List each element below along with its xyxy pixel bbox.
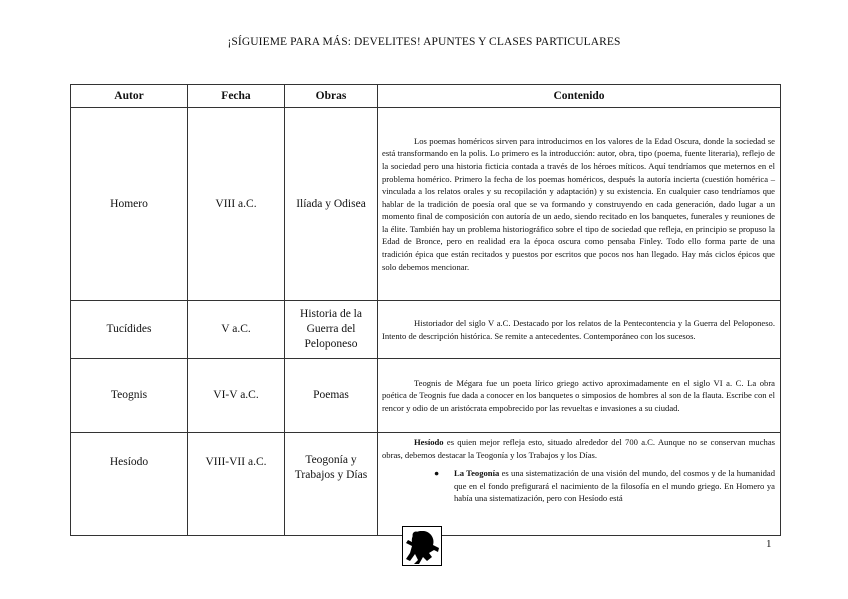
- page-number: 1: [766, 538, 772, 550]
- bullet-icon: ●: [434, 468, 440, 479]
- contenido-text: Historiador del siglo V a.C. Destacado por los relatos de la Pentecontencia y la Guerra del Peloponeso. Intento de descripción histórica. Se remite a antecedentes. Contemporáneo con los sucesos.: [382, 317, 775, 341]
- fecha-cell: VIII a.C.: [188, 108, 285, 301]
- column-header-contenido: Contenido: [378, 85, 781, 108]
- contenido-cell: [378, 359, 781, 433]
- table-row: [71, 301, 781, 359]
- autor-cell: Tucídides: [71, 301, 188, 359]
- authors-table: [70, 84, 781, 536]
- autor-cell: Hesíodo: [71, 433, 188, 536]
- column-header-autor: Autor: [71, 85, 188, 108]
- obras-cell: Poemas: [285, 359, 378, 433]
- obras-cell: Historia de la Guerra del Peloponeso: [285, 301, 378, 359]
- contenido-cell: [378, 301, 781, 359]
- autor-cell: Teognis: [71, 359, 188, 433]
- table-row: [71, 108, 781, 301]
- contenido-text: Teognis de Mégara fue un poeta lírico griego activo aproximadamente en el siglo VI a. C. La obra poética de Teognis fue dada a conocer en los banquetes o simposios de hombres al son de la flauta. Escribe con el rencor y odio de un aristócrata empobrecido por las revueltas e invasiones a su ciudad.: [382, 377, 775, 413]
- list-item: [434, 467, 775, 505]
- fecha-cell: VI-V a.C.: [188, 359, 285, 433]
- contenido-text: Los poemas homéricos sirven para introducirnos en los valores de la Edad Oscura, donde la sociedad se está transformando en la polis. Lo primero es la introducción: autor, obra, tipo (poema, fuente literaria), reflejo de la sociedad pero una historia ficticia contada a través de los héroes míticos. Aquí tendríamos que meternos en el problema homérico. Primero la fecha de los poemas homéricos, después la autoría incierta (cuestión homérica – vinculada a los relatos orales y su recopilación y adaptación) y su existencia. En cualquier caso tendríamos que hablar de la tradición de poesía oral que se va formando y construyendo en cada generación, dado lugar a un momento final de composición con autoría de un aedo, siendo recitado en los banquetes, funerales y reuniones de la élite. También hay un problema historiográfico sobre el tipo de sociedad que refleja, en principio se propuso la Edad de Bronce, pero en realidad era la época oscura como pensaba Finley. Todo ello forma parte de una tradición épica que están recitados y puestos por escritos que pocos nos han llegado. Hay más ciclos épicos que solo debemos mencionar.: [382, 135, 775, 272]
- bullet-list: [382, 467, 775, 505]
- obras-cell: Teogonía y Trabajos y Días: [285, 433, 378, 536]
- obras-cell: Ilíada y Odisea: [285, 108, 378, 301]
- contenido-cell: [378, 433, 781, 536]
- contenido-rest: es quien mejor refleja esto, situado alrededor del 700 a.C. Aunque no se conservan muchas obras, debemos destacar la Teogonía y los Trabajos y los Días.: [382, 437, 775, 460]
- autor-cell: Homero: [71, 108, 188, 301]
- page-header: ¡SÍGUIEME PARA MÁS: DEVELITES! APUNTES Y CLASES PARTICULARES: [227, 36, 621, 48]
- table-header-row: [71, 85, 781, 108]
- column-header-obras: Obras: [285, 85, 378, 108]
- silhouette-logo-icon: [402, 526, 442, 566]
- contenido-text: [382, 436, 775, 461]
- contenido-bold: Hesíodo: [414, 437, 444, 447]
- table-row: [71, 433, 781, 536]
- fecha-cell: V a.C.: [188, 301, 285, 359]
- contenido-cell: [378, 108, 781, 301]
- bullet-text: es una sistematización de una visión del mundo, del cosmos y de la humanidad que en el fondo prefigurará el nacimiento de la filosofía en el mundo griego. En Homero ya había una sistematización, pero con Hesíodo está: [454, 468, 775, 504]
- fecha-cell: VIII-VII a.C.: [188, 433, 285, 536]
- bullet-bold: La Teogonía: [454, 468, 500, 479]
- table-row: [71, 359, 781, 433]
- column-header-fecha: Fecha: [188, 85, 285, 108]
